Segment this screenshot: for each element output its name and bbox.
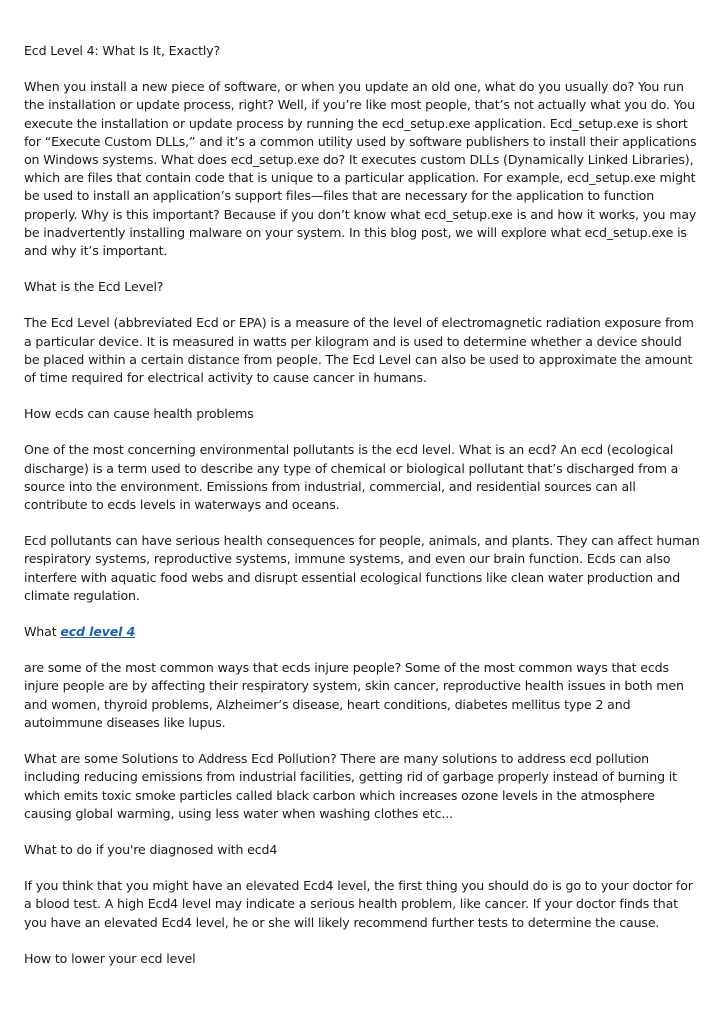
health-paragraph-2: Ecd pollutants can have serious health consequences for people, animals, and plants. They can affect human respiratory systems, reproductive systems, immune systems, and even our brain function. Ecds can also interfere with aquatic food webs and disrupt essential ecological functions like clean water production and climate regulation. xyxy=(24,533,700,603)
ecd-level-4-link[interactable]: ecd level 4 xyxy=(60,624,136,640)
article-body xyxy=(24,42,700,986)
intro-paragraph: When you install a new piece of software, or when you update an old one, what do you usually do? You run the installation or update process, right? Well, if you’re like most people, that’s not actually what you do. You execute the installation or update process by running the ecd_setup.exe application. Ecd_setup.exe is short for “Execute Custom DLLs,” and it’s a common utility used by software publishers to install their applications on Windows systems. What does ecd_setup.exe do? It executes custom DLLs (Dynamically Linked Libraries), which are files that contain code that is unique to a particular application. For example, ecd_setup.exe might be used to install an application’s support files—files that are necessary for the application to function properly. Why is this important? Because if you don’t know what ecd_setup.exe is and how it works, you may be inadvertently installing malware on your system. In this blog post, we will explore what ecd_setup.exe is and why it’s important. xyxy=(24,79,697,259)
section-heading-diagnosed: What to do if you're diagnosed with ecd4 xyxy=(24,841,278,857)
what-prefix: What xyxy=(24,624,61,640)
section-heading-health: How ecds can cause health problems xyxy=(24,406,254,422)
health-paragraph-1: One of the most concerning environmental pollutants is the ecd level. What is an ecd? An ecd (ecological discharge) is a term used to describe any type of chemical or biological pollutant that’s discharged from a source into the environment. Emissions from industrial, commercial, and residential sources can all contribute to ecds levels in waterways and oceans. xyxy=(24,442,679,513)
section-heading-what-is: What is the Ecd Level? xyxy=(24,279,164,295)
injure-paragraph: are some of the most common ways that ecds injure people? Some of the most common ways that ecds injure people are by affecting their respiratory system, skin cancer, reproductive health issues in both men and women, thyroid problems, Alzheimer’s disease, heart conditions, diabetes mellitus type 2 and autoimmune diseases like lupus. xyxy=(24,660,684,730)
diagnosed-paragraph: If you think that you might have an elevated Ecd4 level, the first thing you should do is go to your doctor for a blood test. A high Ecd4 level may indicate a serious health problem, like cancer. If your doctor finds that you have an elevated Ecd4 level, he or she will likely recommend further tests to determine the cause. xyxy=(24,878,693,930)
article-title: Ecd Level 4: What Is It, Exactly? xyxy=(24,43,221,58)
section-heading-lower: How to lower your ecd level xyxy=(24,950,196,966)
what-is-paragraph: The Ecd Level (abbreviated Ecd or EPA) is a measure of the level of electromagnetic radiation exposure from a particular device. It is measured in watts per kilogram and is used to determine whether a device should be placed within a certain distance from people. The Ecd Level can also be used to approximate the amount of time required for electrical activity to cause cancer in humans. xyxy=(24,315,694,386)
solutions-paragraph: What are some Solutions to Address Ecd Pollution? There are many solutions to address ecd pollution including reducing emissions from industrial facilities, getting rid of garbage properly instead of burning it which emits toxic smoke particles called black carbon which increases ozone levels in the atmosphere causing global warming, using less water when washing clothes etc... xyxy=(24,751,677,821)
what-link-line xyxy=(24,623,700,641)
